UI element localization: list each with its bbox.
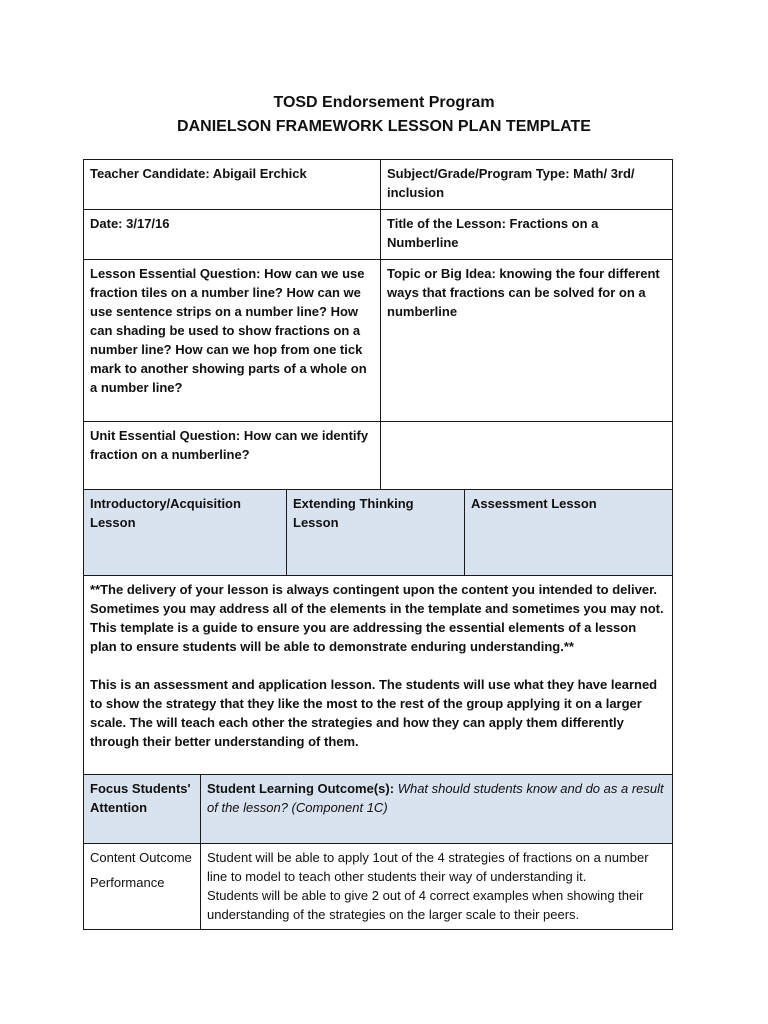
slo-heading: Student Learning Outcome(s):: [207, 781, 395, 796]
slo-prompt: What should students know and do as a result of the lesson? (Component 1C): [207, 781, 664, 815]
template-title: DANIELSON FRAMEWORK LESSON PLAN TEMPLATE: [177, 118, 591, 135]
program-title: TOSD Endorsement Program: [273, 94, 495, 111]
outcome-labels-cell: [84, 844, 201, 930]
content-outcome-label: Content Outcome: [90, 850, 192, 865]
big-idea-cell: Topic or Big Idea: knowing the four different ways that fractions can be solved for on a numberline: [381, 260, 673, 422]
delivery-note: **The delivery of your lesson is always contingent upon the content you intended to deliver. Sometimes you may address all of the elements in the template and sometimes you may not. This template is a guide to ensure you are addressing the essential elements of a lesson plan to ensure students will be able to demonstrate enduring understanding.**: [90, 582, 664, 654]
performance-label: Performance: [90, 875, 165, 890]
outcomes-table: [83, 774, 673, 930]
student-learning-outcomes-cell: [201, 775, 673, 844]
notes-table: [83, 575, 673, 775]
outcome-text-cell: [201, 844, 673, 930]
notes-cell: [84, 576, 673, 775]
performance-outcome-text: Students will be able to give 2 out of 4 correct examples when showing their understanding of the strategies on the larger scale to their peers.: [207, 888, 644, 922]
lesson-type-table: [83, 489, 673, 576]
unit-essential-question-cell: Unit Essential Question: How can we identify fraction on a numberline?: [84, 422, 381, 490]
lesson-title-cell: Title of the Lesson: Fractions on a Numberline: [381, 210, 673, 260]
unit-question-blank-cell: [381, 422, 673, 490]
introductory-lesson-cell: Introductory/Acquisition Lesson: [84, 490, 287, 576]
assessment-lesson-cell: Assessment Lesson: [465, 490, 673, 576]
lesson-info-table: [83, 159, 673, 490]
extending-thinking-lesson-cell: Extending Thinking Lesson: [287, 490, 465, 576]
assessment-description: This is an assessment and application lesson. The students will use what they have learned to show the strategy that they like the most to the rest of the group applying it on a larger scale. The will teach each other the strategies and how they can apply them differently through their better understanding of them.: [90, 677, 658, 749]
subject-grade-cell: Subject/Grade/Program Type: Math/ 3rd/ inclusion: [381, 160, 673, 210]
teacher-candidate-cell: Teacher Candidate: Abigail Erchick: [84, 160, 381, 210]
content-outcome-text: Student will be able to apply 1out of the 4 strategies of fractions on a number line to model to teach other students their way of understanding it.: [207, 850, 649, 884]
lesson-essential-question-cell: Lesson Essential Question: How can we use fraction tiles on a number line? How can we use sentence strips on a number line? How can shading be used to show fractions on a number line? How can we hop from one tick mark to another showing parts of a whole on a number line?: [84, 260, 381, 422]
date-cell: Date: 3/17/16: [84, 210, 381, 260]
focus-students-attention-cell: Focus Students' Attention: [84, 775, 201, 844]
